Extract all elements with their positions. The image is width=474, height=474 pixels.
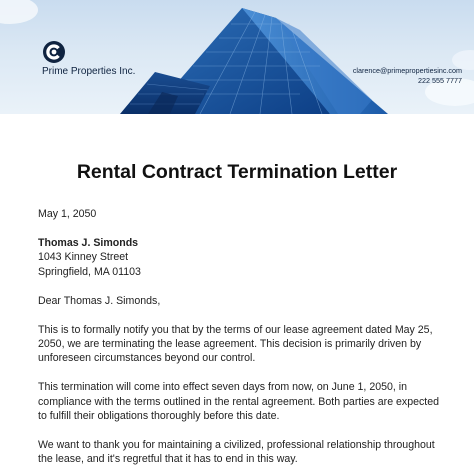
paragraph-line: to fulfill their obligations thoroughly before this date. — [38, 410, 280, 423]
company-name: Prime Properties Inc. — [42, 66, 136, 77]
paragraph-line: This is to formally notify you that by the terms of our lease agreement dated May 25, — [38, 323, 433, 336]
recipient-street: 1043 Kinney Street — [38, 251, 129, 264]
paragraph-line: We want to thank you for maintaining a civilized, professional relationship throughout — [38, 438, 435, 451]
paragraph-thanks — [38, 438, 458, 467]
contact-email: clarence@primepropertiesinc.com — [352, 66, 462, 75]
recipient-name: Thomas J. Simonds — [38, 236, 139, 249]
paragraph-line: 2050, we are terminating the lease agreement. This decision is primarily driven by — [38, 337, 422, 350]
letter-body — [38, 207, 458, 474]
letter-date: May 1, 2050 — [38, 208, 97, 220]
contact-phone: 222 555 7777 — [418, 76, 462, 85]
paragraph-effective-date — [38, 380, 458, 423]
contact-info — [353, 66, 462, 86]
recipient-city: Springfield, MA 01103 — [38, 265, 141, 278]
skyscraper-photo — [0, 0, 474, 114]
paragraph-line: the lease, and it's regretful that it has to end in this way. — [38, 453, 298, 466]
letter-title: Rental Contract Termination Letter — [76, 161, 398, 183]
paragraph-notice — [38, 323, 458, 366]
c-logo-icon — [42, 40, 66, 64]
header-banner — [0, 0, 474, 114]
salutation: Dear Thomas J. Simonds, — [38, 294, 161, 307]
paragraph-line: This termination will come into effect seven days from now, on June 1, 2050, in — [38, 381, 408, 394]
recipient-address — [38, 236, 458, 279]
paragraph-line: unforeseen circumstances beyond our control. — [38, 352, 256, 365]
paragraph-line: compliance with the terms outlined in the rental agreement. Both parties are expected — [38, 395, 440, 408]
